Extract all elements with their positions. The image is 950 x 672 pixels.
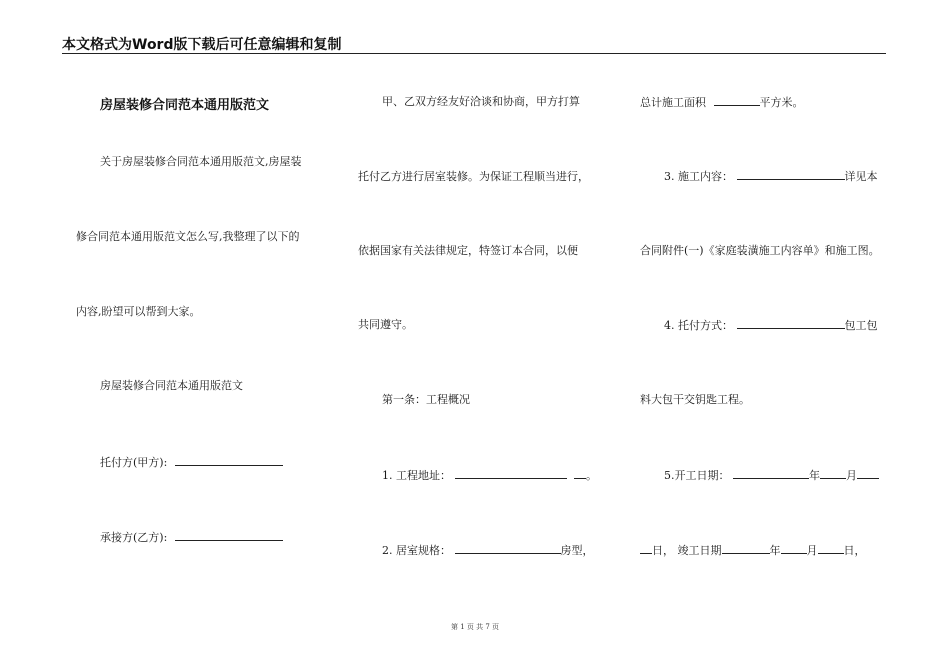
party-a-blank [175,455,283,466]
page-number: 第 1 页 共 7 页 [450,623,500,631]
work-content-end: 详见本 [844,170,878,183]
contract-method-end: 包工包 [844,319,878,332]
finish-date-field [640,543,866,558]
start-year-blank [733,468,809,479]
work-content-blank [737,169,845,180]
preamble-line-3: 依据国家有关法律规定，特签订本合同，以便 [358,244,578,257]
party-b-field [100,530,283,545]
document-title: 房屋装修合同范本通用版范文 [100,98,270,113]
project-address-field [382,468,597,483]
finish-year-label: 年 [769,544,781,557]
project-address-label: 1. 工程地址： [382,469,451,482]
room-spec-end: 房型， [560,544,594,557]
intro-line-3: 内容,盼望可以帮到大家。 [76,305,201,318]
contract-method-label: 4. 托付方式： [664,319,733,332]
document-header: 本文格式为Word版下载后可任意编辑和复制 [62,37,342,53]
start-date-field [664,468,879,483]
area-label: 总计施工面积 [640,96,706,109]
finish-month-label: 月 [806,544,818,557]
party-a-field [100,455,283,470]
party-a-label: 托付方(甲方): [100,456,168,469]
preamble-line-4: 共同遵守。 [358,318,413,331]
finish-day-blank [818,543,844,554]
finish-day-label: 日， [843,544,866,557]
work-content-continued: 合同附件(一)《家庭装潢施工内容单》和施工图。 [640,244,880,257]
start-day-blank-partial [857,468,879,479]
start-day-blank [640,543,652,554]
intro-line-1: 关于房屋装修合同范本通用版范文,房屋装 [100,155,302,168]
start-date-label: 5.开工日期： [664,469,730,482]
start-day-label: 日， [652,544,674,557]
contract-subtitle: 房屋装修合同范本通用版范文 [100,379,243,392]
room-spec-field [382,543,594,558]
preamble-line-2: 托付乙方进行居室装修。为保证工程顺当进行， [358,170,589,183]
header-divider [62,53,886,54]
room-spec-blank [455,543,561,554]
area-unit: 平方米。 [759,96,804,109]
project-address-blank [455,468,567,479]
finish-year-blank [722,543,770,554]
party-b-blank [175,530,283,541]
preamble-line-1: 甲、乙双方经友好洽谈和协商，甲方打算 [382,95,580,108]
start-month-blank [820,468,846,479]
intro-line-2: 修合同范本通用版范文怎么写,我整理了以下的 [76,230,300,243]
contract-method-field [664,318,878,333]
room-spec-label: 2. 居室规格： [382,544,451,557]
party-b-label: 承接方(乙方): [100,531,168,544]
project-address-blank-2 [574,468,586,479]
contract-method-blank [737,318,845,329]
start-month-label: 月 [846,469,857,482]
article-1-heading: 第一条：工程概况 [382,393,470,406]
start-year-label: 年 [809,469,820,482]
area-blank [714,95,760,106]
project-address-end: 。 [586,469,597,482]
finish-date-label: 竣工日期 [677,544,722,557]
contract-method-continued: 料大包干交钥匙工程。 [640,393,750,406]
work-content-field [664,169,878,184]
work-content-label: 3. 施工内容： [664,170,733,183]
finish-month-blank [781,543,807,554]
area-field [640,95,804,110]
